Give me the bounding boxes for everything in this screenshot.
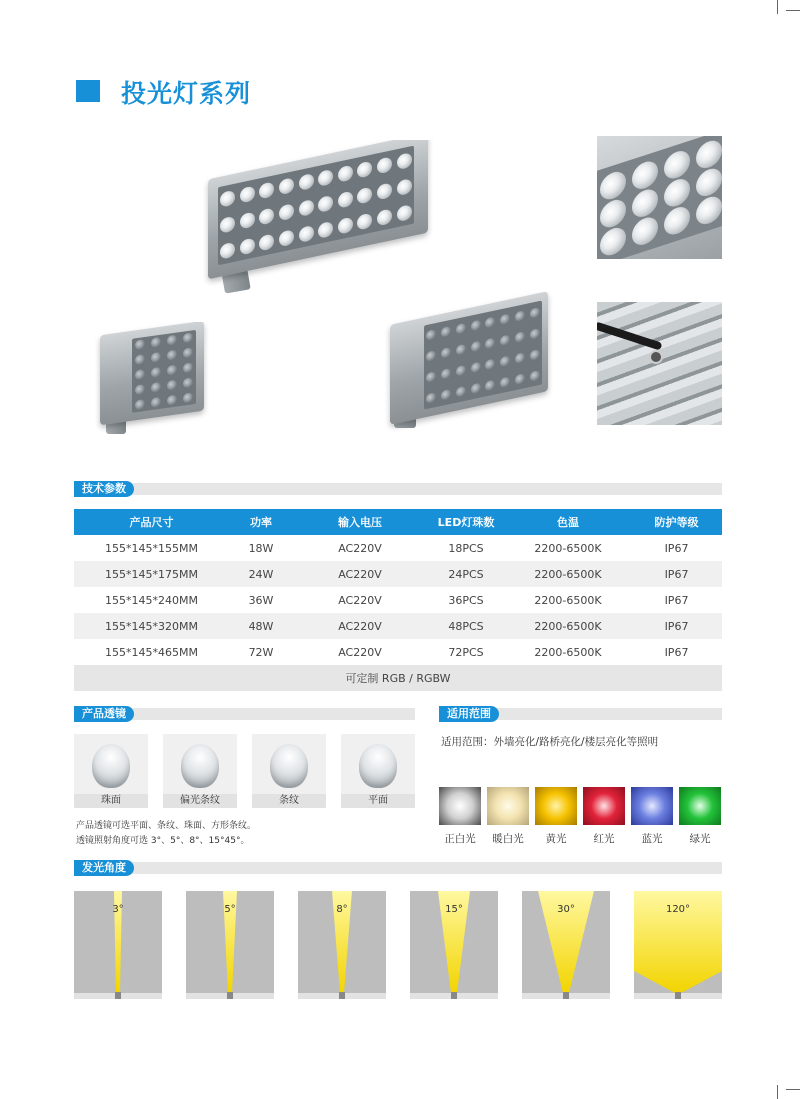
cell: 36W	[248, 593, 274, 607]
swatch-label-white: 正白光	[444, 833, 476, 845]
header-voltage: 输入电压	[293, 509, 427, 535]
title-square-icon	[76, 80, 100, 102]
lens-closeup-photo	[597, 136, 722, 259]
lens-polarized-icon	[181, 744, 219, 788]
angle-label-15: 15°	[445, 904, 463, 915]
swatch-green	[679, 787, 721, 825]
lens-flat-icon	[359, 744, 397, 788]
header-power: 功率	[229, 509, 293, 535]
application-section-label: 适用范围	[439, 706, 499, 722]
cell: 155*145*240MM	[105, 593, 198, 607]
lens-label-bead: 珠面	[74, 794, 148, 808]
angle-label-5: 5°	[224, 904, 236, 915]
cell: 155*145*155MM	[105, 541, 198, 555]
swatch-label-green: 绿光	[689, 833, 711, 845]
application-text: 适用范围：外墙亮化/路桥亮化/楼层亮化等照明	[441, 736, 659, 748]
beam-source	[563, 992, 569, 999]
table-row	[74, 561, 722, 587]
header-color-temp: 色温	[505, 509, 631, 535]
lens-note-1: 产品透镜可选平面、条纹、珠面、方形条纹。	[76, 821, 257, 831]
cell: 2200-6500K	[534, 593, 602, 607]
swatch-label-warm-white: 暖白光	[492, 833, 524, 845]
angle-label-3: 3°	[112, 904, 124, 915]
angle-section-bar	[74, 862, 722, 874]
table-row-custom	[74, 665, 722, 691]
angle-label-120: 120°	[665, 904, 691, 915]
cell: AC220V	[293, 613, 427, 639]
cell: 24W	[229, 561, 293, 587]
cell: 18PCS	[448, 541, 484, 555]
cell: 2200-6500K	[505, 561, 631, 587]
cell: 2200-6500K	[534, 541, 602, 555]
cell: 2200-6500K	[534, 645, 602, 659]
swatch-white	[439, 787, 481, 825]
crop-mark	[786, 10, 800, 11]
cell: 18W	[248, 541, 274, 555]
cell: AC220V	[293, 561, 427, 587]
table-row	[74, 613, 722, 639]
angle-section-label: 发光角度	[74, 860, 134, 876]
beam-source	[451, 992, 457, 999]
beam-source	[339, 992, 345, 999]
header-led-count: LED灯珠数	[427, 509, 505, 535]
product-photo-small	[92, 322, 212, 442]
cell: 155*145*175MM	[74, 561, 229, 587]
table-row	[74, 587, 722, 613]
swatch-label-yellow: 黄光	[545, 833, 567, 845]
product-photo-medium	[384, 292, 554, 438]
swatch-blue	[631, 787, 673, 825]
cell: AC220V	[338, 541, 382, 555]
cell: 72W	[248, 645, 274, 659]
header-ip-rating: 防护等级	[631, 509, 722, 535]
header-size: 产品尺寸	[74, 509, 229, 535]
specs-section-bar	[74, 483, 722, 495]
beam-source	[675, 992, 681, 999]
swatch-yellow	[535, 787, 577, 825]
lens-label-stripe: 条纹	[252, 794, 326, 808]
heatsink-closeup-photo	[597, 302, 722, 425]
crop-mark	[786, 1089, 800, 1090]
lens-label-polarized: 偏光条纹	[163, 794, 237, 808]
swatch-label-red: 红光	[593, 833, 615, 845]
crop-mark	[777, 1085, 778, 1099]
swatch-label-blue: 蓝光	[641, 833, 663, 845]
cell: IP67	[664, 541, 689, 555]
lens-note-2: 透镜照射角度可选 3°、5°、8°、15°45°。	[76, 836, 250, 846]
beam-source	[115, 992, 121, 999]
table-row	[74, 639, 722, 665]
table-row	[74, 535, 722, 561]
swatch-warm-white	[487, 787, 529, 825]
page-title: 投光灯系列	[121, 79, 252, 108]
cell: AC220V	[338, 593, 382, 607]
lens-stripe-icon	[270, 744, 308, 788]
cell: 155*145*465MM	[105, 645, 198, 659]
cell: IP67	[631, 561, 722, 587]
cell: 48W	[229, 613, 293, 639]
custom-rgb-note: 可定制 RGB / RGBW	[74, 665, 722, 691]
specs-section-label: 技术参数	[74, 481, 134, 497]
cell: 72PCS	[448, 645, 484, 659]
cell: IP67	[664, 645, 689, 659]
product-photo-large	[190, 140, 450, 300]
lens-bead-icon	[92, 744, 130, 788]
angle-label-30: 30°	[557, 904, 575, 915]
lens-section-label: 产品透镜	[74, 706, 134, 722]
crop-mark	[777, 0, 778, 14]
table-header-row	[74, 509, 722, 535]
cell: IP67	[631, 613, 722, 639]
swatch-red	[583, 787, 625, 825]
cell: AC220V	[338, 645, 382, 659]
spec-table	[74, 509, 722, 691]
cell: 2200-6500K	[505, 613, 631, 639]
cell: 24PCS	[427, 561, 505, 587]
cell: IP67	[664, 593, 689, 607]
cell: 36PCS	[448, 593, 484, 607]
beam-source	[227, 992, 233, 999]
cell: 48PCS	[427, 613, 505, 639]
lens-label-flat: 平面	[341, 794, 415, 808]
cell: 155*145*320MM	[74, 613, 229, 639]
angle-label-8: 8°	[336, 904, 348, 915]
